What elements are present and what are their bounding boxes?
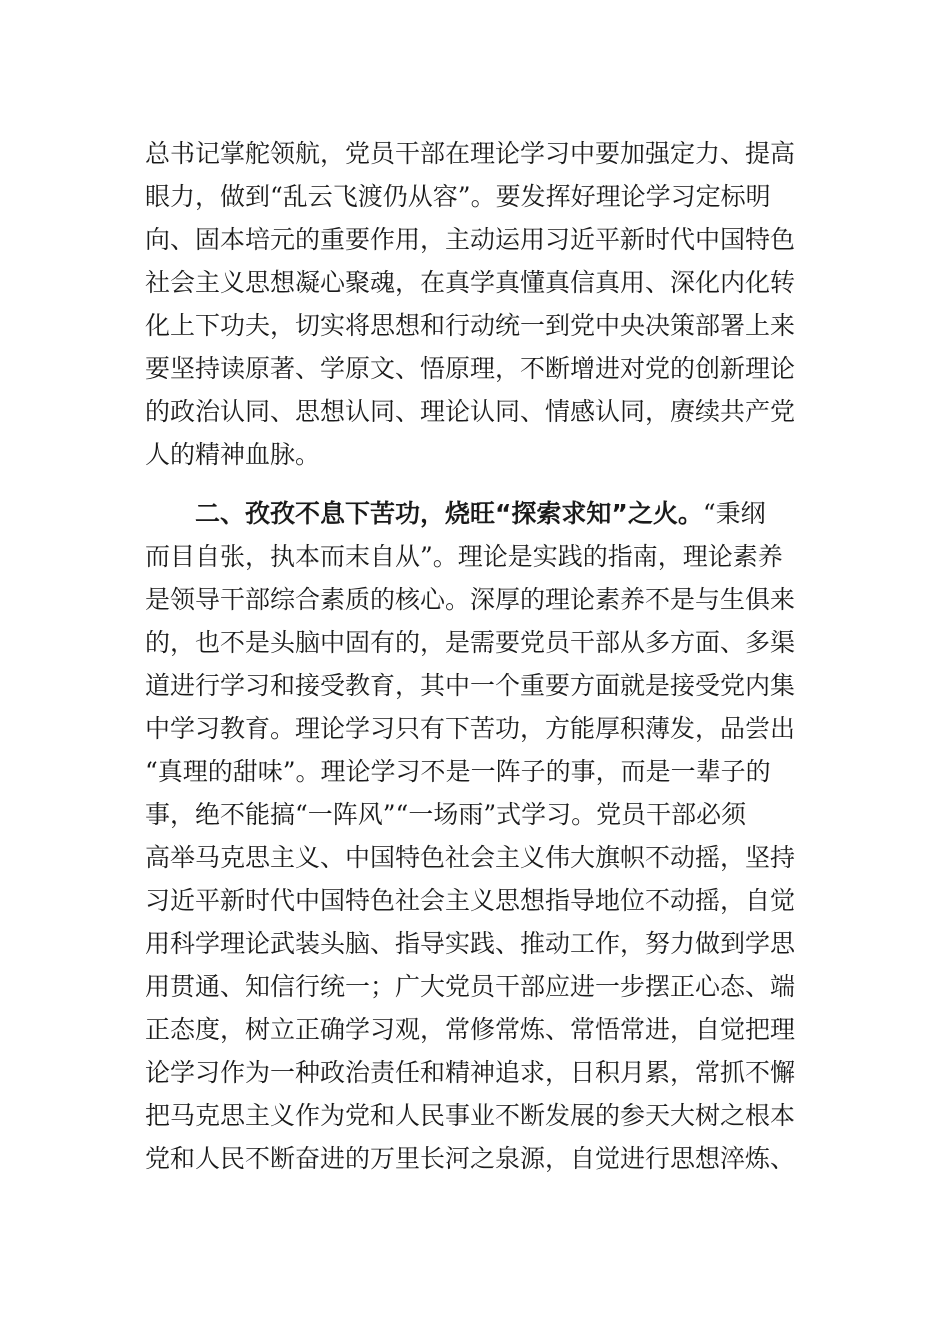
section-heading: 二、孜孜不息下苦功，烧旺“探索求知”之火。 [195, 499, 703, 528]
body-text-line: 是领导干部综合素质的核心。深厚的理论素养不是与生俱来 [145, 585, 796, 614]
body-text-line: 事，绝不能搞“一阵风”“一场雨”式学习。党员干部必须 [145, 800, 747, 829]
body-text-line: 而目自张，执本而末自从”。理论是实践的指南，理论素养 [145, 542, 783, 571]
body-text-line: 中学习教育。理论学习只有下苦功，方能厚积薄发，品尝出 [145, 714, 796, 743]
body-text-line: 习近平新时代中国特色社会主义思想指导地位不动摇，自觉 [145, 886, 796, 915]
body-text-line: 用科学理论武装头脑、指导实践、推动工作，努力做到学思 [145, 929, 796, 958]
body-text-line: 眼力，做到“乱云飞渡仍从容”。要发挥好理论学习定标明 [145, 182, 771, 211]
body-text-line: 的，也不是头脑中固有的，是需要党员干部从多方面、多渠 [145, 628, 796, 657]
body-text-line: 向、固本培元的重要作用，主动运用习近平新时代中国特色 [145, 225, 796, 254]
section-heading-line [195, 494, 815, 534]
body-text-line: 正态度，树立正确学习观，常修常炼、常悟常进，自觉把理 [145, 1015, 796, 1044]
body-text-line: 把马克思主义作为党和人民事业不断发展的参天大树之根本 [145, 1101, 796, 1130]
body-text-line: 总书记掌舵领航，党员干部在理论学习中要加强定力、提高 [145, 139, 796, 168]
body-text-line: “真理的甜味”。理论学习不是一阵子的事，而是一辈子的 [145, 757, 771, 786]
body-text-line: 党和人民不断奋进的万里长河之泉源，自觉进行思想淬炼、 [145, 1144, 796, 1173]
body-text-line: 道进行学习和接受教育，其中一个重要方面就是接受党内集 [145, 671, 796, 700]
body-text-line: 用贯通、知信行统一；广大党员干部应进一步摆正心态、端 [145, 972, 796, 1001]
body-text-line: 人的精神血脉。 [145, 440, 321, 469]
body-text-line: 高举马克思主义、中国特色社会主义伟大旗帜不动摇，坚持 [145, 843, 796, 872]
body-text-line: 要坚持读原著、学原文、悟原理，不断增进对党的创新理论 [145, 354, 796, 383]
body-text-line: 的政治认同、思想认同、理论认同、情感认同，赓续共产党 [145, 397, 796, 426]
body-text-line: 论学习作为一种政治责任和精神追求，日积月累，常抓不懈 [145, 1058, 796, 1087]
body-text-run: “秉纲 [702, 499, 766, 528]
body-text-line: 社会主义思想凝心聚魂，在真学真懂真信真用、深化内化转 [145, 268, 796, 297]
body-text-line: 化上下功夫，切实将思想和行动统一到党中央决策部署上来 [145, 311, 796, 340]
